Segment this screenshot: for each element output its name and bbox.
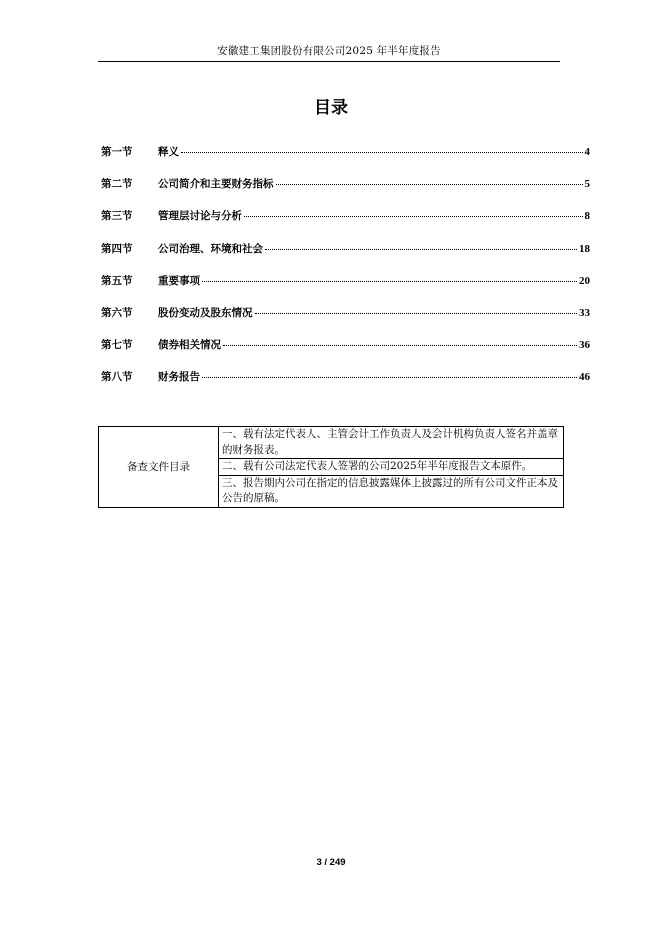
toc-section-name: 财务报告	[158, 371, 200, 384]
toc-section-name: 重要事项	[158, 274, 200, 287]
reference-file-item: 三、报告期内公司在指定的信息披露媒体上披露过的所有公司文件正本及公告的原稿。	[219, 475, 564, 507]
toc-entry[interactable]	[101, 144, 590, 176]
toc-title: 目录	[314, 98, 348, 118]
toc-page-number: 20	[579, 274, 590, 287]
toc-page-number: 4	[584, 146, 590, 158]
reference-files-label: 备查文件目录	[99, 427, 219, 508]
toc-section-number: 第八节	[101, 371, 133, 384]
toc-section-name: 管理层讨论与分析	[158, 210, 242, 223]
toc-section-number: 第三节	[101, 210, 133, 223]
toc-dot-leader	[265, 249, 577, 250]
header-divider	[98, 61, 560, 62]
toc-page-number: 36	[579, 339, 590, 352]
reference-file-item: 二、载有公司法定代表人签署的公司2025年半年度报告文本原件。	[219, 459, 564, 476]
toc-dot-leader	[202, 281, 577, 282]
toc-section-name: 公司简介和主要财务指标	[158, 178, 274, 191]
toc-section-name: 释义	[158, 146, 179, 158]
toc-section-number: 第四节	[101, 242, 133, 255]
toc-entry[interactable]	[101, 337, 590, 369]
reference-file-item: 一、载有法定代表人、主管会计工作负责人及会计机构负责人签名并盖章的财务报表。	[219, 427, 564, 459]
reference-files-table	[98, 426, 564, 508]
toc-page-number: 46	[579, 371, 590, 384]
toc-page-number: 8	[584, 210, 590, 223]
toc-entry[interactable]	[101, 305, 590, 337]
toc-section-number: 第一节	[101, 146, 133, 158]
toc-entry[interactable]	[101, 176, 590, 208]
toc-entry[interactable]	[101, 369, 590, 401]
toc-section-number: 第七节	[101, 339, 133, 352]
toc-dot-leader	[276, 184, 583, 185]
toc-dot-leader	[181, 152, 583, 153]
page-number-indicator: 3 / 249	[316, 857, 346, 868]
toc-dot-leader	[244, 216, 583, 217]
report-header-title: 安徽建工集团股份有限公司2025 年半年度报告	[217, 45, 441, 57]
toc-section-number: 第二节	[101, 178, 133, 191]
toc-section-number: 第五节	[101, 274, 133, 287]
toc-dot-leader	[255, 313, 578, 314]
toc-dot-leader	[223, 345, 577, 346]
toc-entry[interactable]	[101, 273, 590, 305]
table-of-contents	[101, 144, 590, 402]
toc-section-number: 第六节	[101, 306, 133, 319]
toc-page-number: 18	[579, 242, 590, 255]
toc-entry[interactable]	[101, 241, 590, 273]
toc-dot-leader	[202, 377, 577, 378]
toc-page-number: 33	[579, 306, 590, 319]
toc-entry[interactable]	[101, 208, 590, 240]
toc-page-number: 5	[584, 178, 590, 191]
toc-section-name: 债券相关情况	[158, 339, 221, 352]
toc-section-name: 公司治理、环境和社会	[158, 242, 263, 255]
toc-section-name: 股份变动及股东情况	[158, 306, 253, 319]
table-row	[99, 427, 564, 459]
